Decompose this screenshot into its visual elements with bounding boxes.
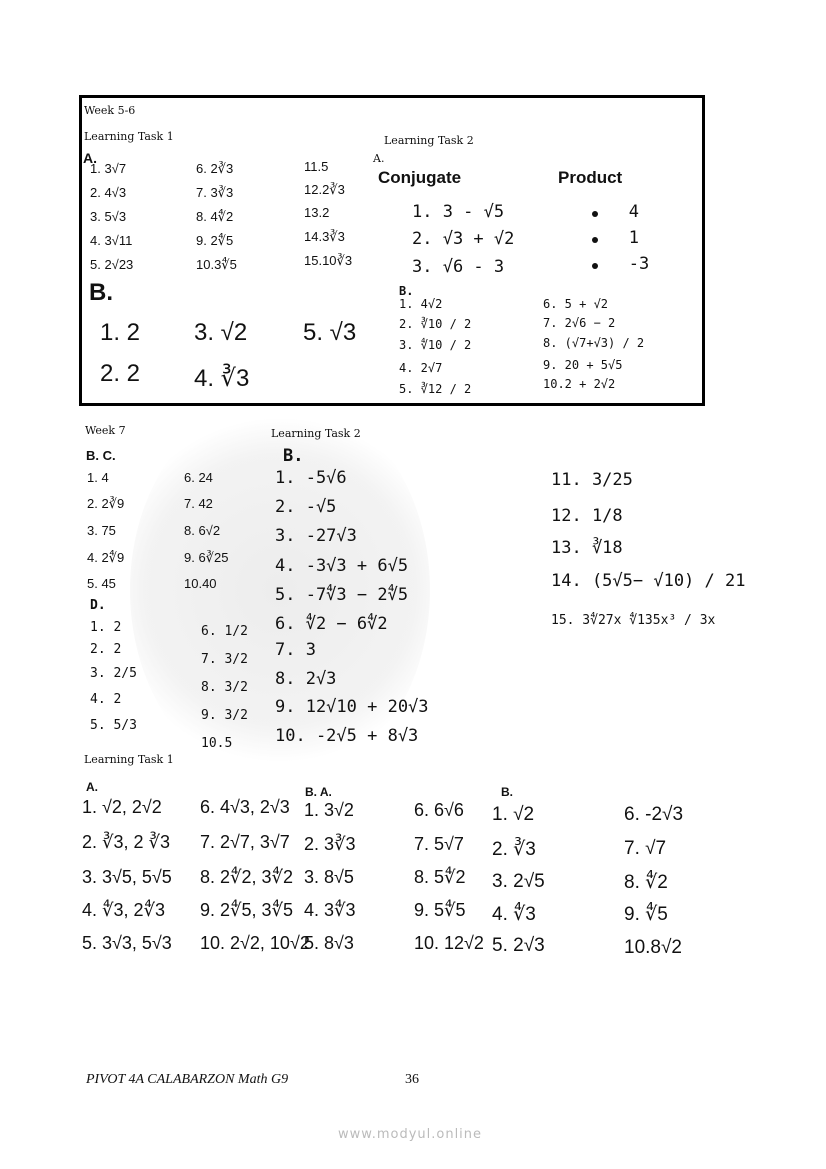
list-item: 5. √3 — [303, 319, 357, 346]
list-item: 4. ∜3 — [492, 904, 536, 925]
list-item: 2. ∛10 / 2 — [399, 317, 472, 331]
list-item: 14.3∛3 — [304, 229, 345, 244]
conjugate-heading: Conjugate — [378, 168, 462, 187]
list-item: 8. 2√3 — [275, 669, 337, 689]
week7-B-label: B. — [283, 446, 304, 466]
list-item: 4. 2∜9 — [87, 550, 125, 565]
list-item: 13. ∛18 — [551, 538, 623, 558]
list-item: 6. 1/2 — [201, 624, 248, 639]
footer-title: PIVOT 4A CALABARZON Math G9 — [86, 1072, 289, 1087]
lt2-A-label: A. — [373, 152, 385, 165]
product-value: 4 — [628, 202, 639, 222]
list-item: 5. ∛12 / 2 — [399, 382, 472, 396]
list-item: 11.5 — [304, 159, 329, 174]
lt2-B-label: B. — [399, 284, 414, 298]
list-item: 2. 2 — [100, 360, 141, 387]
week56-A-label: A. — [83, 150, 97, 166]
list-item: 3. √2 — [194, 319, 248, 346]
week56-B-label: B. — [89, 279, 113, 306]
list-item: 15.10∛3 — [304, 253, 353, 268]
list-item: 13.2 — [304, 205, 330, 220]
week7-BC-label: B. C. — [86, 448, 116, 463]
list-item: 9. 2∜5 — [196, 233, 234, 248]
week56-lt1-title: Learning Task 1 — [84, 130, 174, 143]
list-item: 9. 2∜5, 3∜5 — [200, 900, 293, 920]
list-item: 7. 3∛3 — [196, 185, 234, 200]
lt1-A-label: A. — [86, 780, 98, 794]
list-item: 8. 6√2 — [184, 523, 221, 538]
list-item: 10.8√2 — [624, 937, 682, 958]
lt1-BA-label: B. A. — [305, 785, 332, 799]
list-item: 1. 3 - √5 — [412, 202, 505, 222]
list-item: 10.5 — [201, 736, 233, 751]
list-item: 5. 2√23 — [90, 257, 134, 272]
list-item: 4. 3√11 — [90, 233, 133, 248]
list-item: 9. 12√10 + 20√3 — [275, 697, 429, 717]
list-item: 1. 3√2 — [304, 800, 354, 820]
list-item: 7. 5√7 — [414, 834, 464, 854]
list-item: 3. 3√5, 5√5 — [82, 867, 172, 887]
list-item: 1. √2 — [492, 804, 535, 825]
list-item: 12. 1/8 — [551, 506, 623, 526]
list-item: 2. 2∛9 — [87, 496, 125, 511]
page-number: 36 — [405, 1072, 419, 1087]
list-item: 6. 6√6 — [414, 800, 464, 820]
list-item: 10. -2√5 + 8√3 — [275, 726, 419, 746]
list-item: 7. 3 — [275, 640, 316, 660]
list-item: 3. √6 - 3 — [412, 257, 505, 277]
list-item: 6. 24 — [184, 470, 213, 485]
list-item: 5. -7∜3 − 2∜5 — [275, 585, 409, 605]
list-item: 5. 5/3 — [90, 718, 137, 733]
list-item: 14. (5√5− √10) / 21 — [551, 571, 746, 591]
product-heading: Product — [558, 168, 623, 187]
list-item: 5. 3√3, 5√3 — [82, 933, 172, 953]
list-item: 8. (√7+√3) / 2 — [543, 336, 645, 350]
product-value: -3 — [628, 254, 650, 274]
list-item: 8. 5∜2 — [414, 867, 466, 887]
bullet-icon — [592, 211, 598, 217]
list-item: 1. -5√6 — [275, 468, 347, 488]
list-item: 3. 2√5 — [492, 871, 545, 892]
lt1-bottom-title: Learning Task 1 — [84, 753, 174, 766]
week7-lt2-title: Learning Task 2 — [271, 427, 361, 440]
list-item: 9. 5∜5 — [414, 900, 466, 920]
list-item: 10.3∜5 — [196, 257, 237, 272]
list-item: 1. 2 — [100, 319, 141, 346]
list-item: 4. 2√7 — [399, 361, 443, 375]
list-item: 3. ∜10 / 2 — [399, 338, 472, 352]
list-item: 7. 2√7, 3√7 — [200, 832, 290, 852]
lt1-B-label: B. — [501, 785, 513, 799]
bullet-icon — [592, 263, 598, 269]
list-item: 2. 2 — [90, 642, 122, 657]
list-item: 10. 2√2, 10√2 — [200, 933, 310, 953]
list-item: 5. 8√3 — [304, 933, 354, 953]
list-item: 4. ∜3, 2∜3 — [82, 900, 165, 920]
list-item: 2. 3∛3 — [304, 834, 356, 854]
list-item: 8. 3/2 — [201, 680, 248, 695]
week7-header: Week 7 — [85, 424, 126, 437]
list-item: 7. 42 — [184, 496, 213, 511]
list-item: 2. ∛3 — [492, 839, 536, 860]
week56-lt2-title: Learning Task 2 — [384, 134, 474, 147]
list-item: 3. -27√3 — [275, 526, 357, 546]
list-item: 2. 4√3 — [90, 185, 127, 200]
list-item: 1. 2 — [90, 620, 122, 635]
list-item: 4. ∛3 — [194, 365, 250, 392]
product-row — [592, 202, 639, 222]
list-item: 6. 2∛3 — [196, 161, 234, 176]
list-item: 6. ∜2 − 6∜2 — [275, 614, 388, 634]
list-item: 5. 45 — [87, 576, 116, 591]
list-item: 10.40 — [184, 576, 217, 591]
list-item: 1. 4 — [87, 470, 109, 485]
list-item: 6. 4√3, 2√3 — [200, 797, 290, 817]
list-item: 2. √3 + √2 — [412, 229, 515, 249]
list-item: 8. 2∜2, 3∜2 — [200, 867, 293, 887]
list-item: 4. 3∜3 — [304, 900, 356, 920]
list-item: 2. -√5 — [275, 497, 337, 517]
list-item: 9. 3/2 — [201, 708, 248, 723]
list-item: 7. 3/2 — [201, 652, 248, 667]
list-item: 12.2∛3 — [304, 182, 345, 197]
list-item: 5. 2√3 — [492, 935, 545, 956]
list-item: 1. √2, 2√2 — [82, 797, 162, 817]
list-item: 3. 2/5 — [90, 666, 137, 681]
list-item: 7. 2√6 − 2 — [543, 316, 616, 330]
list-item: 10.2 + 2√2 — [543, 377, 616, 391]
list-item: 8. ∜2 — [624, 872, 668, 893]
list-item: 9. 20 + 5√5 — [543, 358, 623, 372]
site-watermark: www.modyul.online — [338, 1127, 483, 1142]
list-item: 1. 3√7 — [90, 161, 127, 176]
list-item: 11. 3/25 — [551, 470, 633, 490]
list-item: 9. ∜5 — [624, 904, 668, 925]
list-item: 9. 6∛25 — [184, 550, 229, 565]
list-item: 1. 4√2 — [399, 297, 443, 311]
product-row — [592, 254, 649, 274]
bullet-icon — [592, 237, 598, 243]
list-item: 7. √7 — [624, 838, 667, 859]
product-row — [592, 228, 639, 248]
list-item: 3. 5√3 — [90, 209, 127, 224]
list-item: 3. 8√5 — [304, 867, 354, 887]
product-value: 1 — [628, 228, 639, 248]
list-item: 8. 4∜2 — [196, 209, 234, 224]
list-item: 4. -3√3 + 6√5 — [275, 556, 409, 576]
list-item: 6. 5 + √2 — [543, 297, 609, 311]
week56-header: Week 5-6 — [84, 104, 136, 117]
list-item: 2. ∛3, 2 ∛3 — [82, 832, 170, 852]
week7-D-label: D. — [90, 598, 106, 613]
list-item: 4. 2 — [90, 692, 122, 707]
list-item: 15. 3∜27x ∜135x³ / 3x — [551, 613, 716, 628]
list-item: 10. 12√2 — [414, 933, 484, 953]
list-item: 3. 75 — [87, 523, 116, 538]
list-item: 6. -2√3 — [624, 804, 684, 825]
